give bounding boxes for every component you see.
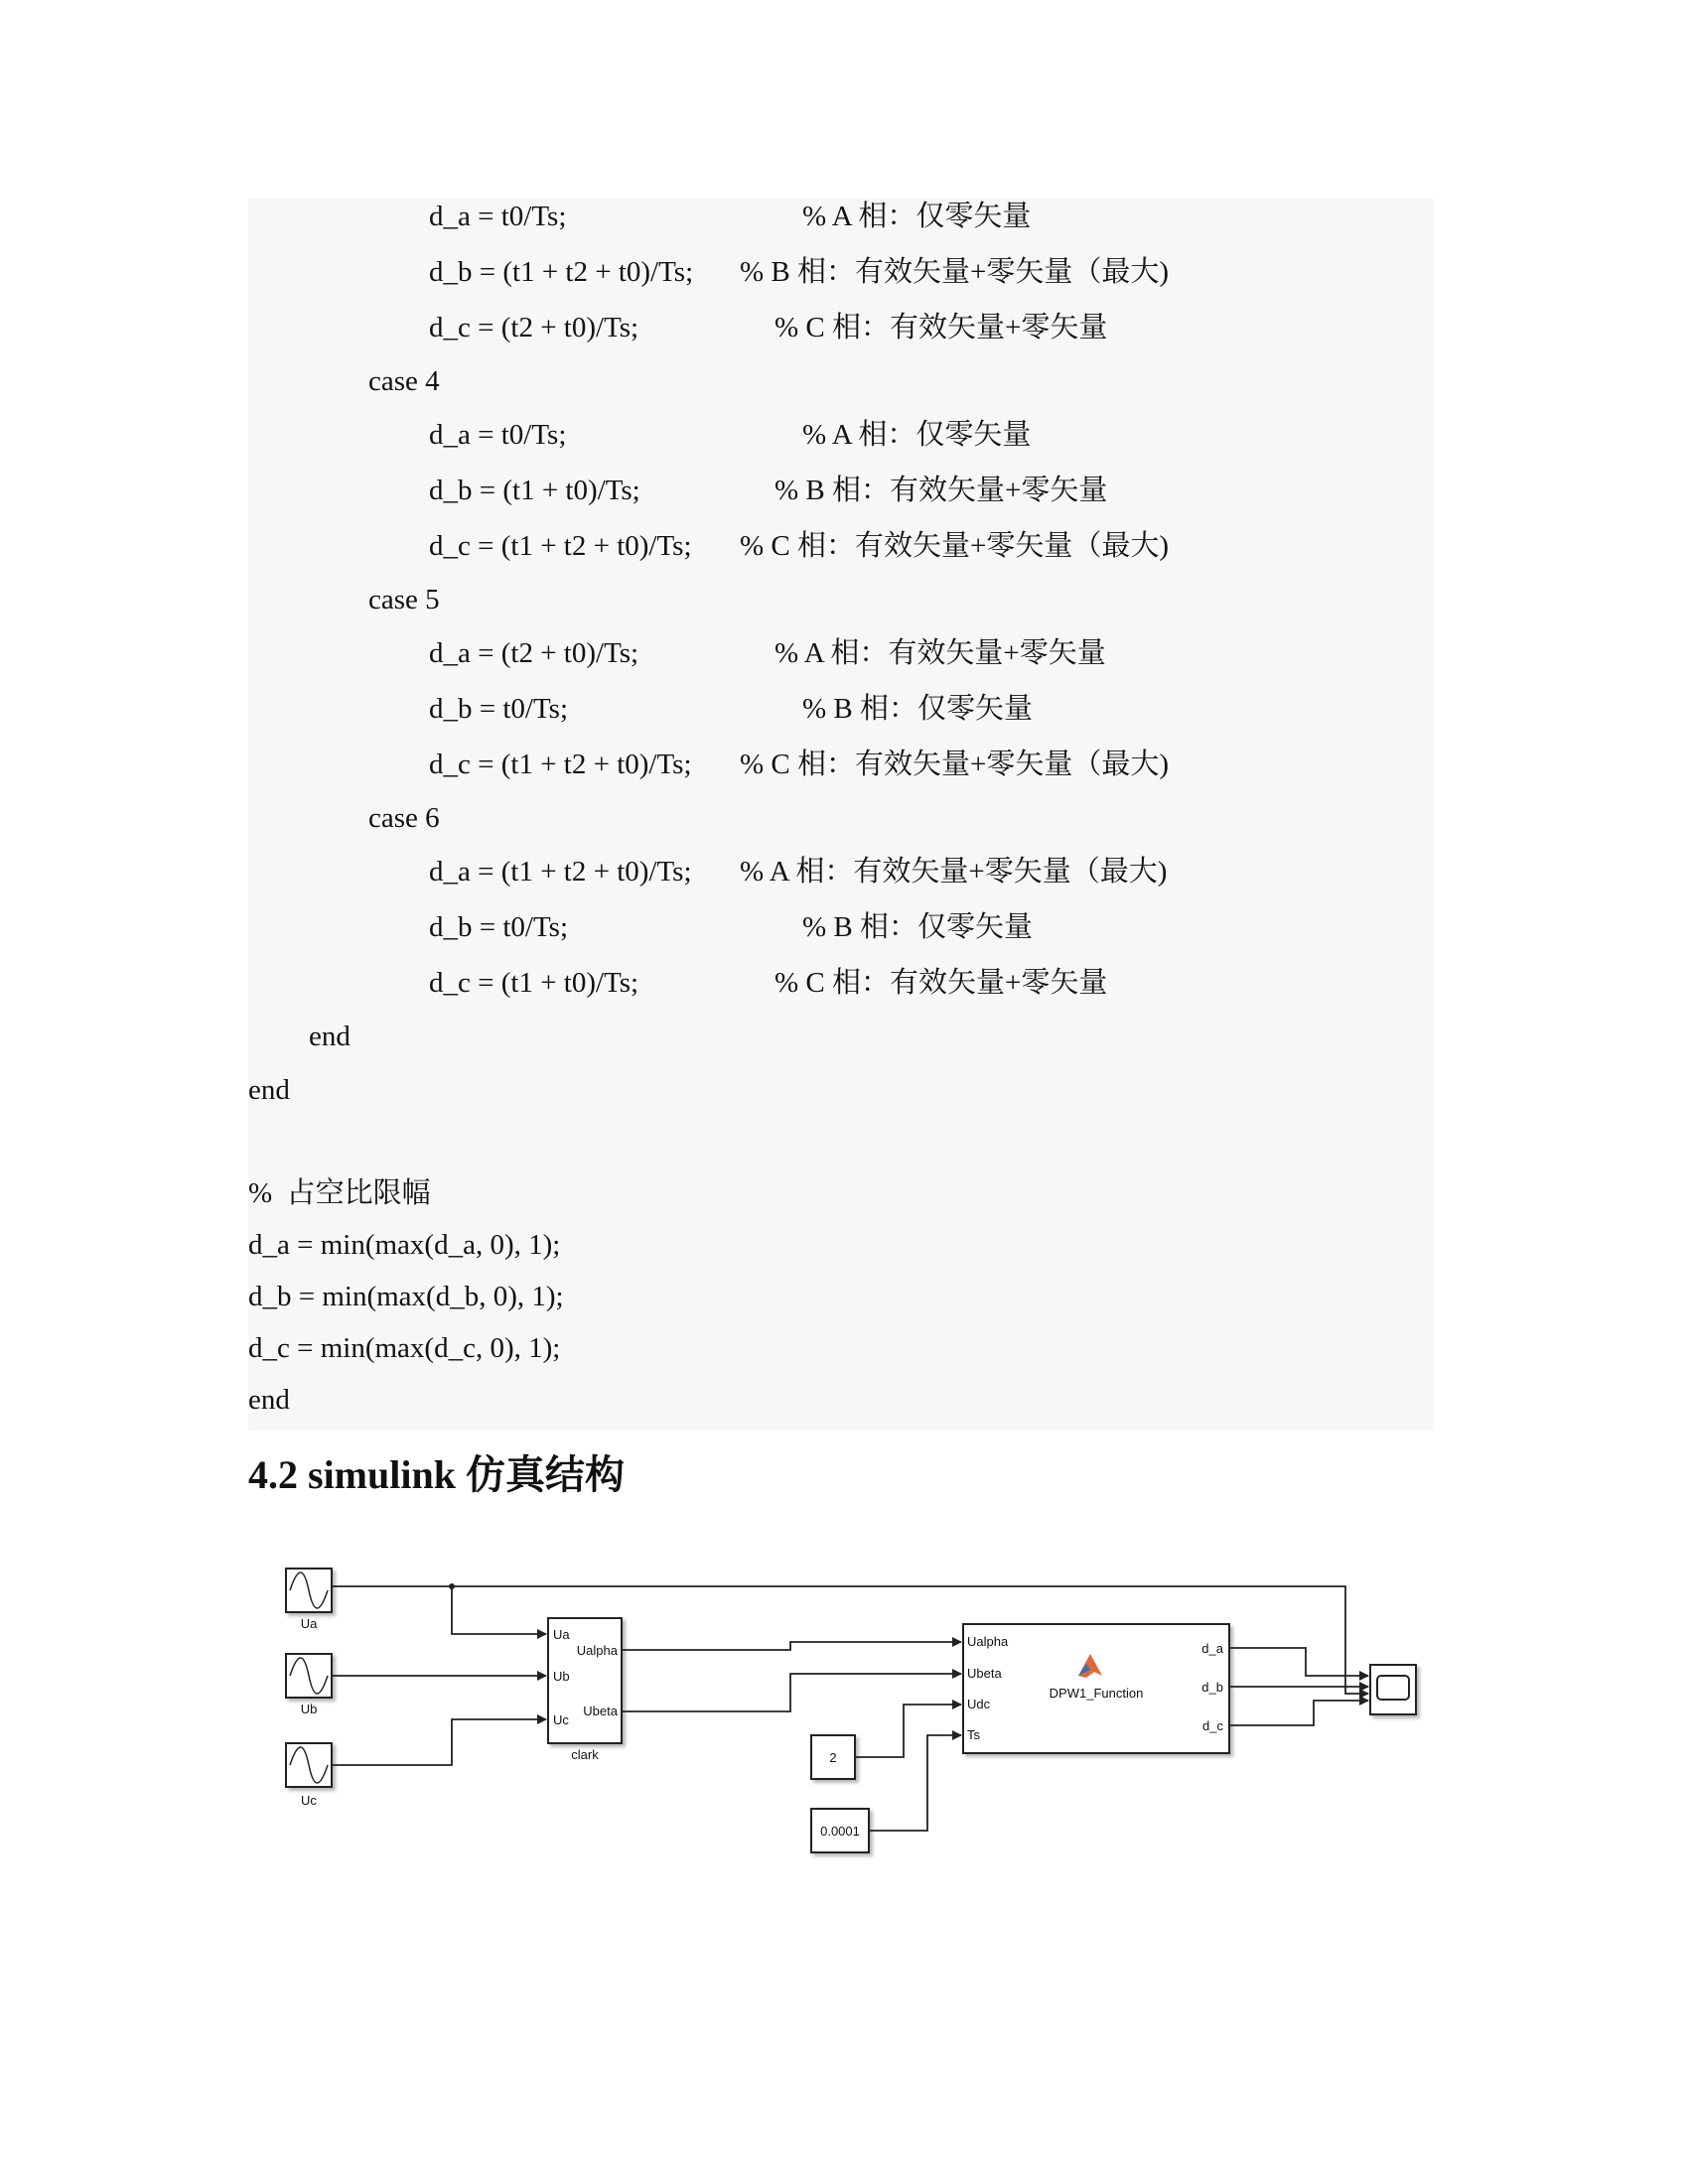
- function-label: DPW1_Function: [1049, 1686, 1144, 1701]
- wire-uc-clark: [332, 1719, 546, 1765]
- code-line: case 6: [368, 802, 440, 834]
- code-line: d_a = (t1 + t2 + t0)/Ts;: [429, 856, 692, 887]
- code-line: d_a = min(max(d_a, 0), 1);: [248, 1229, 561, 1261]
- code-comment: % C 相：有效矢量+零矢量（最大): [740, 749, 1170, 780]
- clark-output-ualpha: Ualpha: [576, 1643, 618, 1658]
- code-comment: % B 相：仅零矢量: [802, 693, 1034, 725]
- constant-value: 2: [829, 1750, 837, 1765]
- code-line: d_c = (t1 + t0)/Ts;: [429, 967, 639, 999]
- code-line: d_a = t0/Ts;: [429, 419, 567, 451]
- code-block: [248, 199, 1434, 1431]
- code-comment: % A 相：仅零矢量: [802, 201, 1032, 232]
- wire-ubeta: [622, 1674, 961, 1711]
- code-line: end: [248, 1074, 290, 1106]
- code-line: d_a = (t2 + t0)/Ts;: [429, 637, 639, 669]
- code-line: d_c = (t1 + t2 + t0)/Ts;: [429, 530, 692, 562]
- function-output-db: d_b: [1201, 1680, 1223, 1695]
- wire-ts: [869, 1735, 961, 1831]
- dpw1-function-block[interactable]: [963, 1624, 1229, 1753]
- constant-value: 0.0001: [820, 1824, 860, 1839]
- function-input-ts: Ts: [967, 1727, 980, 1742]
- code-comment: % C 相：有效矢量+零矢量（最大): [740, 530, 1170, 562]
- sine-source-uc[interactable]: [286, 1743, 332, 1808]
- code-line: % 占空比限幅: [248, 1177, 431, 1209]
- code-comment: % A 相：有效矢量+零矢量（最大): [740, 856, 1168, 887]
- clark-label: clark: [571, 1747, 599, 1762]
- function-input-ubeta: Ubeta: [967, 1666, 1002, 1681]
- code-line: d_c = (t1 + t2 + t0)/Ts;: [429, 749, 692, 780]
- code-line: end: [309, 1021, 351, 1052]
- code-line: case 4: [368, 365, 440, 397]
- clark-block[interactable]: [548, 1618, 622, 1762]
- function-input-ualpha: Ualpha: [967, 1634, 1009, 1649]
- code-line: d_c = min(max(d_c, 0), 1);: [248, 1332, 561, 1364]
- code-comment: % A 相：仅零矢量: [802, 419, 1032, 451]
- code-comment: % B 相：有效矢量+零矢量（最大): [740, 256, 1170, 288]
- code-comment: % B 相：有效矢量+零矢量: [774, 475, 1108, 506]
- function-output-dc: d_c: [1202, 1718, 1223, 1733]
- code-comment: % C 相：有效矢量+零矢量: [774, 967, 1108, 999]
- code-line: d_c = (t2 + t0)/Ts;: [429, 312, 639, 343]
- code-line: case 5: [368, 584, 440, 615]
- function-input-udc: Udc: [967, 1697, 991, 1711]
- clark-input-ub: Ub: [553, 1669, 570, 1684]
- scope-block[interactable]: [1370, 1665, 1416, 1714]
- wire-ualpha: [622, 1642, 961, 1650]
- clark-output-ubeta: Ubeta: [583, 1704, 618, 1718]
- code-comment: % C 相：有效矢量+零矢量: [774, 312, 1108, 343]
- source-label: Ua: [300, 1616, 318, 1631]
- sine-source-ua[interactable]: [286, 1569, 332, 1631]
- code-line: d_a = t0/Ts;: [429, 201, 567, 232]
- clark-input-uc: Uc: [553, 1712, 569, 1727]
- section-heading: 4.2 simulink 仿真结构: [248, 1452, 625, 1497]
- code-comment: % B 相：仅零矢量: [802, 911, 1034, 943]
- wire-udc: [855, 1705, 961, 1757]
- code-line: d_b = min(max(d_b, 0), 1);: [248, 1281, 564, 1312]
- code-line: d_b = (t1 + t0)/Ts;: [429, 475, 640, 506]
- code-line: d_b = t0/Ts;: [429, 911, 569, 943]
- simulink-diagram: [278, 1549, 1440, 1866]
- code-line: d_b = (t1 + t2 + t0)/Ts;: [429, 256, 694, 288]
- code-line: end: [248, 1384, 290, 1416]
- scope-screen-icon: [1377, 1676, 1409, 1700]
- clark-input-ua: Ua: [553, 1627, 570, 1642]
- constant-ts-block[interactable]: [811, 1809, 869, 1852]
- wire-dc-scope: [1229, 1701, 1368, 1725]
- wire-da-scope: [1229, 1648, 1368, 1676]
- source-label: Uc: [301, 1793, 317, 1808]
- function-output-da: d_a: [1201, 1641, 1223, 1656]
- wire-ua-clark: [452, 1586, 546, 1634]
- sine-source-ub[interactable]: [286, 1654, 332, 1716]
- code-comment: % A 相：有效矢量+零矢量: [774, 637, 1106, 669]
- code-line: d_b = t0/Ts;: [429, 693, 569, 725]
- source-label: Ub: [300, 1702, 318, 1716]
- constant-udc-block[interactable]: [811, 1735, 855, 1779]
